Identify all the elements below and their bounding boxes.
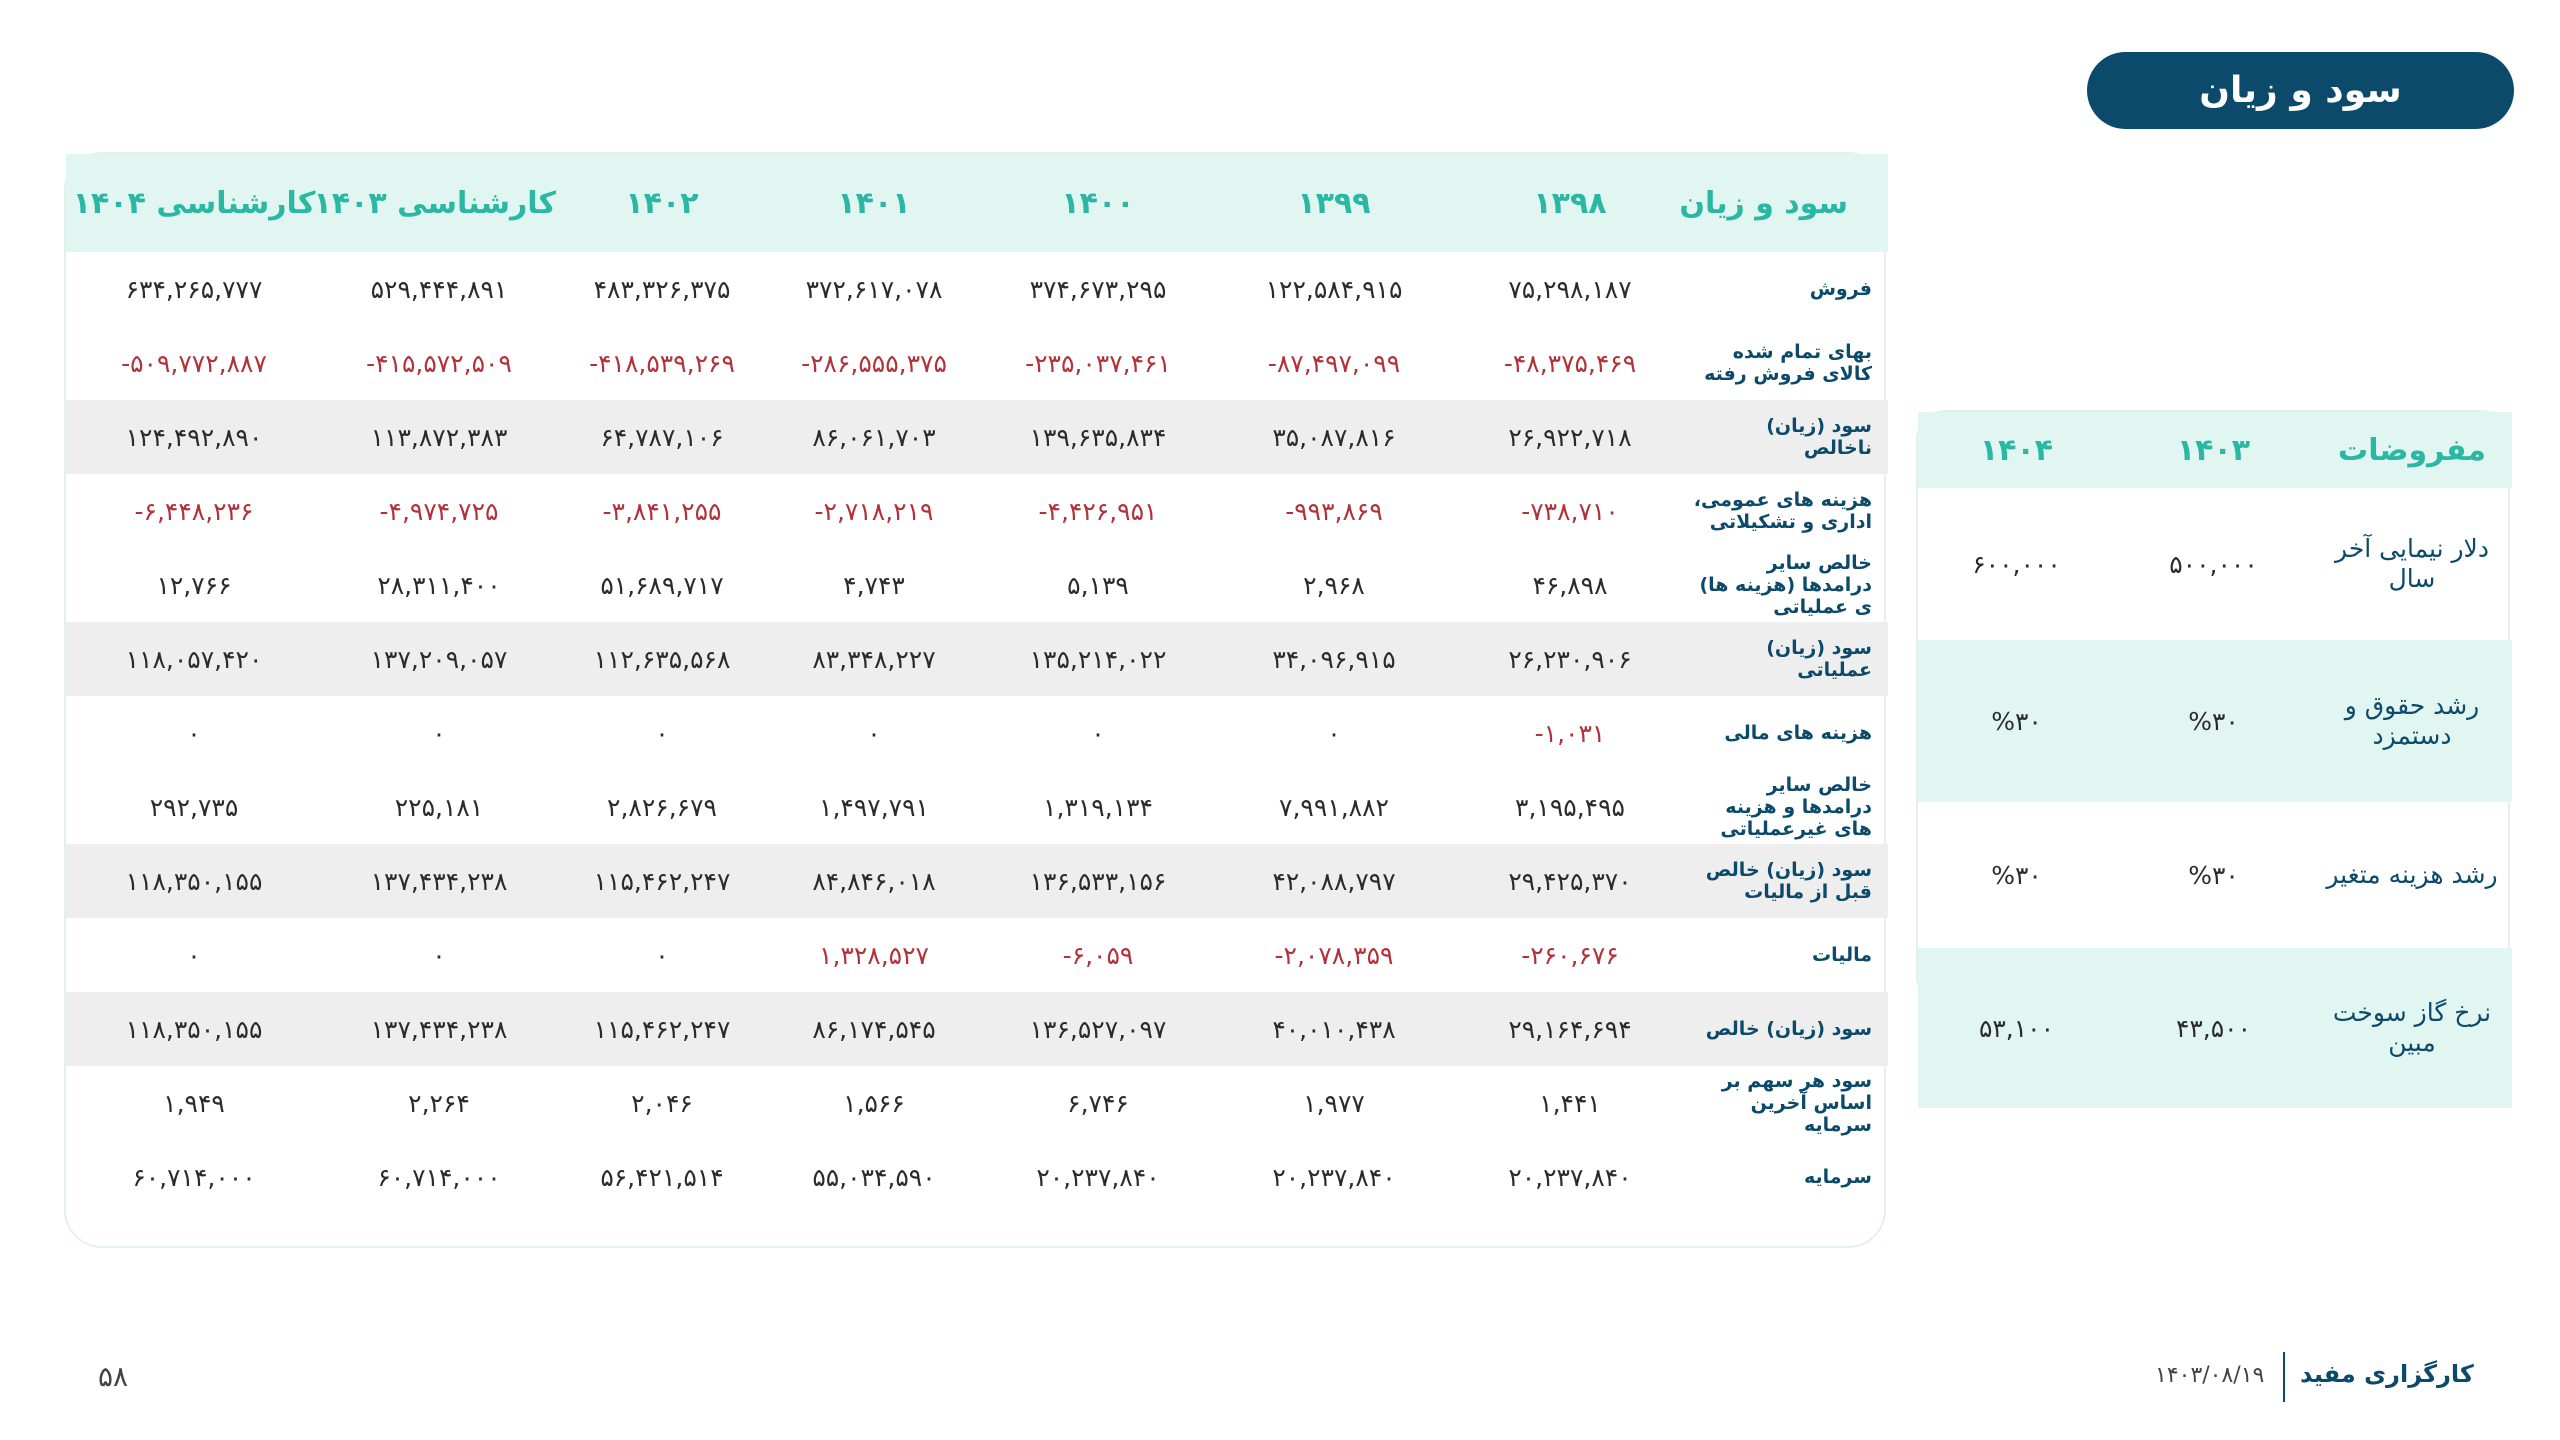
column-header: ۱۴۰۱	[768, 154, 980, 252]
table-row	[66, 918, 1888, 992]
table-cell: ۲۹۲,۷۳۵	[149, 792, 239, 822]
row-label: رشد هزینه متغیر	[2326, 860, 2498, 889]
table-cell: ۱۳۷,۴۳۴,۲۳۸	[322, 844, 556, 918]
table-row	[66, 770, 1888, 844]
table-cell: -۲۶۰,۶۷۶	[1521, 940, 1619, 970]
table-cell: ۴۸۳,۳۲۶,۳۷۵	[593, 274, 731, 304]
table-row	[66, 622, 1888, 696]
table-cell: ۸۳,۳۴۸,۲۲۷	[768, 622, 980, 696]
table-cell: ۱,۴۹۷,۷۹۱	[819, 792, 929, 822]
table-cell: ۱۱۵,۴۶۲,۲۴۷	[556, 844, 768, 918]
row-label: بهای تمام شده کالای فروش رفته	[1704, 341, 1872, 385]
report-date: ۱۴۰۳/۰۸/۱۹	[2155, 1363, 2265, 1388]
table-row	[66, 548, 1888, 622]
table-cell: ۲,۲۶۴	[408, 1088, 470, 1118]
table-cell: ۱۱۸,۰۵۷,۴۲۰	[66, 622, 322, 696]
row-label: رشد حقوق و دستمزد	[2312, 640, 2512, 802]
table-cell: ۰	[655, 718, 669, 748]
column-header: ۱۴۰۰	[980, 154, 1216, 252]
row-label: فروش	[1809, 278, 1872, 300]
column-header: سود و زیان	[1688, 154, 1888, 252]
table-cell: ۱۳۶,۵۳۳,۱۵۶	[980, 844, 1216, 918]
table-cell: ۱۲,۷۶۶	[156, 570, 232, 600]
table-cell: ۱۲۴,۴۹۲,۸۹۰	[66, 400, 322, 474]
table-cell: ۵۰۰,۰۰۰	[2169, 549, 2258, 579]
table-cell: -۳,۸۴۱,۲۵۵	[602, 496, 722, 526]
row-label: سود (زیان) خالص قبل از مالیات	[1688, 844, 1888, 918]
table-cell: -۸۷,۴۹۷,۰۹۹	[1267, 348, 1401, 378]
table-cell: -۴,۴۲۶,۹۵۱	[1038, 496, 1158, 526]
row-label: هزینه های مالی	[1724, 722, 1872, 744]
table-cell: -۷۳۸,۷۱۰	[1521, 496, 1619, 526]
table-cell: ۷۵,۲۹۸,۱۸۷	[1508, 274, 1632, 304]
table-cell: ۶۴,۷۸۷,۱۰۶	[556, 400, 768, 474]
row-label: هزینه های عمومی، اداری و تشکیلاتی	[1693, 489, 1872, 533]
income-statement-card	[64, 152, 1886, 1248]
table-cell: ۴۶,۸۹۸	[1532, 570, 1608, 600]
table-cell: ۸۴,۸۴۶,۰۱۸	[768, 844, 980, 918]
table-cell: ۶,۷۴۶	[1067, 1088, 1129, 1118]
table-cell: ۱۱۸,۳۵۰,۱۵۵	[66, 992, 322, 1066]
table-cell: -۹۹۳,۸۶۹	[1285, 496, 1383, 526]
table-cell: %۳۰	[2188, 860, 2239, 890]
table-cell: -۶,۰۵۹	[1062, 940, 1134, 970]
table-cell: ۵۳,۱۰۰	[1918, 948, 2115, 1108]
table-row	[66, 252, 1888, 326]
table-cell: ۵۲۹,۴۴۴,۸۹۱	[370, 274, 508, 304]
table-cell: ۱۱۵,۴۶۲,۲۴۷	[556, 992, 768, 1066]
table-cell: ۰	[187, 718, 201, 748]
row-label: سود هر سهم بر اساس آخرین سرمایه	[1721, 1070, 1872, 1136]
table-cell: ۲۸,۳۱۱,۴۰۰	[377, 570, 501, 600]
table-cell: -۴۱۵,۵۷۲,۵۰۹	[366, 348, 512, 378]
table-row	[66, 992, 1888, 1066]
table-cell: ۳۴,۰۹۶,۹۱۵	[1216, 622, 1452, 696]
table-row	[1918, 802, 2512, 948]
footer-divider	[2283, 1352, 2285, 1402]
row-label: مالیات	[1811, 944, 1872, 966]
table-cell: ۵۶,۴۲۱,۵۱۴	[600, 1162, 724, 1192]
table-cell: ۰	[432, 718, 446, 748]
table-header-row	[1918, 412, 2512, 488]
table-cell: ۶۰۰,۰۰۰	[1972, 549, 2061, 579]
table-cell: ۷,۹۹۱,۸۸۲	[1279, 792, 1389, 822]
table-cell: ۲,۰۴۶	[631, 1088, 693, 1118]
column-header: ۱۴۰۳	[2115, 412, 2312, 488]
column-header: ۱۴۰۲	[556, 154, 768, 252]
row-label: نرخ گاز سوخت مبین	[2312, 948, 2512, 1108]
table-cell: ۱,۹۷۷	[1303, 1088, 1365, 1118]
table-header-row	[66, 154, 1888, 252]
column-header: ۱۳۹۸	[1452, 154, 1688, 252]
table-cell: ۱,۳۱۹,۱۳۴	[1043, 792, 1153, 822]
row-label: سود (زیان) عملیاتی	[1688, 622, 1888, 696]
table-cell: ۱,۵۶۶	[843, 1088, 905, 1118]
table-cell: ۱۳۹,۶۳۵,۸۳۴	[980, 400, 1216, 474]
table-cell: ۱۳۵,۲۱۴,۰۲۲	[980, 622, 1216, 696]
table-cell: ۰	[432, 940, 446, 970]
row-label: خالص سایر درامدها (هزینه ها) ی عملیاتی	[1699, 552, 1872, 618]
income-statement-table	[66, 154, 1888, 1214]
column-header: ۱۴۰۴	[1918, 412, 2115, 488]
table-cell: ۳,۱۹۵,۴۹۵	[1515, 792, 1625, 822]
table-cell: ۴۰,۰۱۰,۴۳۸	[1216, 992, 1452, 1066]
table-cell: -۴,۹۷۴,۷۲۵	[379, 496, 499, 526]
table-cell: ۵۱,۶۸۹,۷۱۷	[600, 570, 724, 600]
table-cell: ۲۹,۱۶۴,۶۹۴	[1452, 992, 1688, 1066]
table-cell: ۱۳۶,۵۲۷,۰۹۷	[980, 992, 1216, 1066]
table-cell: ۱۱۳,۸۷۲,۳۸۳	[322, 400, 556, 474]
table-cell: -۲۸۶,۵۵۵,۳۷۵	[801, 348, 947, 378]
table-cell: ۴,۷۴۳	[843, 570, 905, 600]
table-row	[66, 400, 1888, 474]
table-cell: ۳۷۴,۶۷۳,۲۹۵	[1029, 274, 1167, 304]
table-cell: ۲,۹۶۸	[1303, 570, 1365, 600]
row-label: دلار نیمایی آخر سال	[2335, 534, 2489, 593]
table-cell: ۳۷۲,۶۱۷,۰۷۸	[805, 274, 943, 304]
table-row	[66, 1140, 1888, 1214]
table-cell: ۲۰,۲۳۷,۸۴۰	[1272, 1162, 1396, 1192]
table-cell: ۶۳۴,۲۶۵,۷۷۷	[125, 274, 263, 304]
row-label: سرمایه	[1803, 1166, 1872, 1188]
page-title: سود و زیان	[2087, 52, 2514, 129]
table-cell: ۶۰,۷۱۴,۰۰۰	[377, 1162, 501, 1192]
table-cell: ۲۰,۲۳۷,۸۴۰	[1036, 1162, 1160, 1192]
table-cell: ۱۳۷,۴۳۴,۲۳۸	[322, 992, 556, 1066]
table-cell: ۲۶,۲۳۰,۹۰۶	[1452, 622, 1688, 696]
table-cell: ۲,۸۲۶,۶۷۹	[607, 792, 717, 822]
table-cell: ۱۱۸,۳۵۰,۱۵۵	[66, 844, 322, 918]
page-number: ۵۸	[98, 1360, 129, 1393]
table-cell: -۲۳۵,۰۳۷,۴۶۱	[1025, 348, 1171, 378]
table-row	[1918, 488, 2512, 640]
table-row	[66, 844, 1888, 918]
table-cell: ۲۰,۲۳۷,۸۴۰	[1508, 1162, 1632, 1192]
table-cell: -۵۰۹,۷۷۲,۸۸۷	[121, 348, 267, 378]
table-cell: ۸۶,۱۷۴,۵۴۵	[768, 992, 980, 1066]
table-cell: ۱۳۷,۲۰۹,۰۵۷	[322, 622, 556, 696]
table-cell: %۳۰	[2115, 640, 2312, 802]
table-cell: -۲,۰۷۸,۳۵۹	[1274, 940, 1394, 970]
table-cell: ۱۱۲,۶۳۵,۵۶۸	[556, 622, 768, 696]
company-name: کارگزاری مفید	[2300, 1360, 2474, 1388]
column-header: کارشناسی ۱۴۰۴	[66, 154, 322, 252]
table-cell: ۸۶,۰۶۱,۷۰۳	[768, 400, 980, 474]
table-cell: ۰	[655, 940, 669, 970]
table-cell: ۰	[187, 940, 201, 970]
row-label: خالص سایر درامدها و هزینه های غیرعملیاتی	[1720, 774, 1872, 840]
table-cell: %۳۰	[1918, 640, 2115, 802]
table-row	[1918, 948, 2512, 1108]
row-label: سود (زیان) خالص	[1688, 992, 1888, 1066]
table-cell: -۴۱۸,۵۳۹,۲۶۹	[589, 348, 735, 378]
table-row	[66, 326, 1888, 400]
table-cell: %۳۰	[1991, 860, 2042, 890]
table-cell: -۴۸,۳۷۵,۴۶۹	[1503, 348, 1637, 378]
table-cell: ۵۵,۰۳۴,۵۹۰	[812, 1162, 936, 1192]
table-cell: ۵,۱۳۹	[1067, 570, 1129, 600]
table-cell: ۰	[1091, 718, 1105, 748]
row-label: سود (زیان) ناخالص	[1688, 400, 1888, 474]
table-cell: ۱,۹۴۹	[163, 1088, 225, 1118]
table-row	[1918, 640, 2512, 802]
table-row	[66, 474, 1888, 548]
table-cell: ۰	[1327, 718, 1341, 748]
table-cell: ۰	[867, 718, 881, 748]
table-cell: -۱,۰۳۱	[1534, 718, 1606, 748]
table-cell: ۱,۳۲۸,۵۲۷	[819, 940, 929, 970]
table-cell: ۴۳,۵۰۰	[2115, 948, 2312, 1108]
column-header: کارشناسی ۱۴۰۳	[322, 154, 556, 252]
table-cell: ۲۹,۴۲۵,۳۷۰	[1452, 844, 1688, 918]
table-cell: -۲,۷۱۸,۲۱۹	[814, 496, 934, 526]
table-cell: ۱,۴۴۱	[1539, 1088, 1601, 1118]
table-cell: ۱۲۲,۵۸۴,۹۱۵	[1265, 274, 1403, 304]
assumptions-card	[1916, 410, 2510, 1057]
table-cell: -۶,۴۴۸,۲۳۶	[134, 496, 254, 526]
assumptions-table	[1918, 412, 2512, 1108]
table-cell: ۲۶,۹۲۲,۷۱۸	[1452, 400, 1688, 474]
table-cell: ۶۰,۷۱۴,۰۰۰	[132, 1162, 256, 1192]
column-header: مفروضات	[2312, 412, 2512, 488]
table-cell: ۲۲۵,۱۸۱	[394, 792, 484, 822]
table-cell: ۴۲,۰۸۸,۷۹۷	[1216, 844, 1452, 918]
table-row	[66, 696, 1888, 770]
table-cell: ۳۵,۰۸۷,۸۱۶	[1216, 400, 1452, 474]
column-header: ۱۳۹۹	[1216, 154, 1452, 252]
table-row	[66, 1066, 1888, 1140]
